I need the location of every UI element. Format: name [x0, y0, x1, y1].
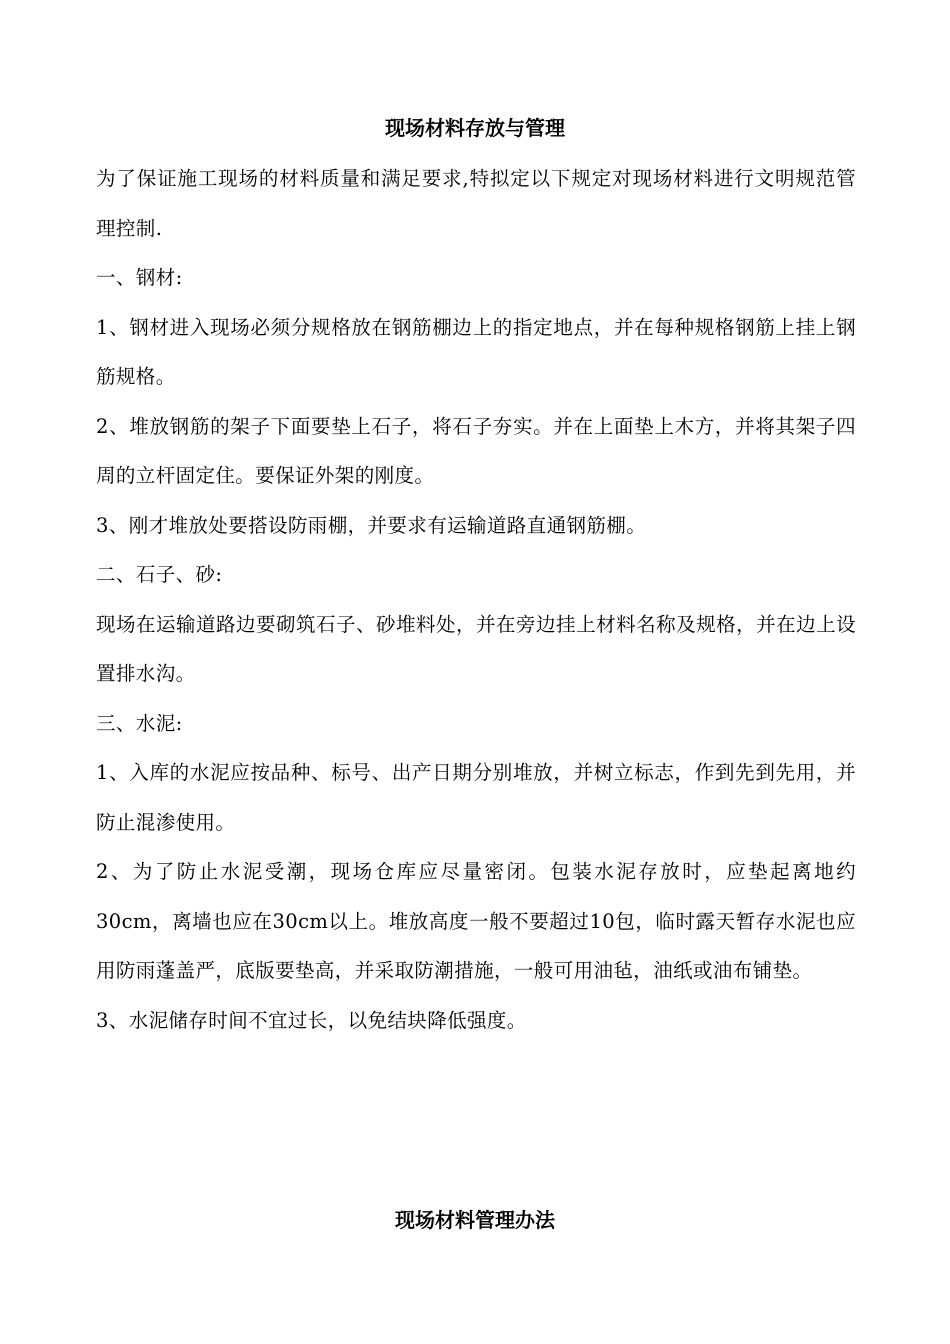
steel-item-3: 3、刚才堆放处要搭设防雨棚，并要求有运输道路直通钢筋棚。	[96, 513, 647, 537]
document-body	[96, 154, 856, 1045]
intro-paragraph: 为了保证施工现场的材料质量和满足要求,特拟定以下规定对现场材料进行文明规范管理控制.	[96, 167, 856, 240]
steel-item-1: 1、钢材进入现场必须分规格放在钢筋棚边上的指定地点，并在每种规格钢筋上挂上钢筋规格。	[96, 315, 856, 388]
stone-sand-paragraph: 现场在运输道路边要砌筑石子、砂堆料处，并在旁边挂上材料名称及规格，并在边上设置排水沟。	[96, 612, 856, 685]
section-heading-steel: 一、钢材:	[96, 266, 183, 289]
section-heading-stone-sand: 二、石子、砂:	[96, 563, 223, 586]
cement-item-2: 2、为了防止水泥受潮，现场仓库应尽量密闭。包装水泥存放时，应垫起离地约30cm，离墙也应在30cm以上。堆放高度一般不要超过10包，临时露天暂存水泥也应用防雨蓬盖严，底版要垫高，并采取防潮措施，一般可用油毡，油纸或油布铺垫。	[96, 860, 856, 982]
section-heading-cement: 三、水泥:	[96, 711, 183, 735]
steel-item-2: 2、堆放钢筋的架子下面要垫上石子，将石子夯实。并在上面垫上木方，并将其架子四周的立杆固定住。要保证外架的刚度。	[96, 414, 856, 487]
cement-item-1: 1、入库的水泥应按品种、标号、出产日期分别堆放，并树立标志，作到先到先用，并防止混渗使用。	[96, 761, 856, 834]
cement-item-3: 3、水泥储存时间不宜过长，以免结块降低强度。	[96, 1008, 527, 1032]
document-title: 现场材料存放与管理	[385, 116, 565, 140]
second-section-title: 现场材料管理办法	[395, 1208, 555, 1232]
